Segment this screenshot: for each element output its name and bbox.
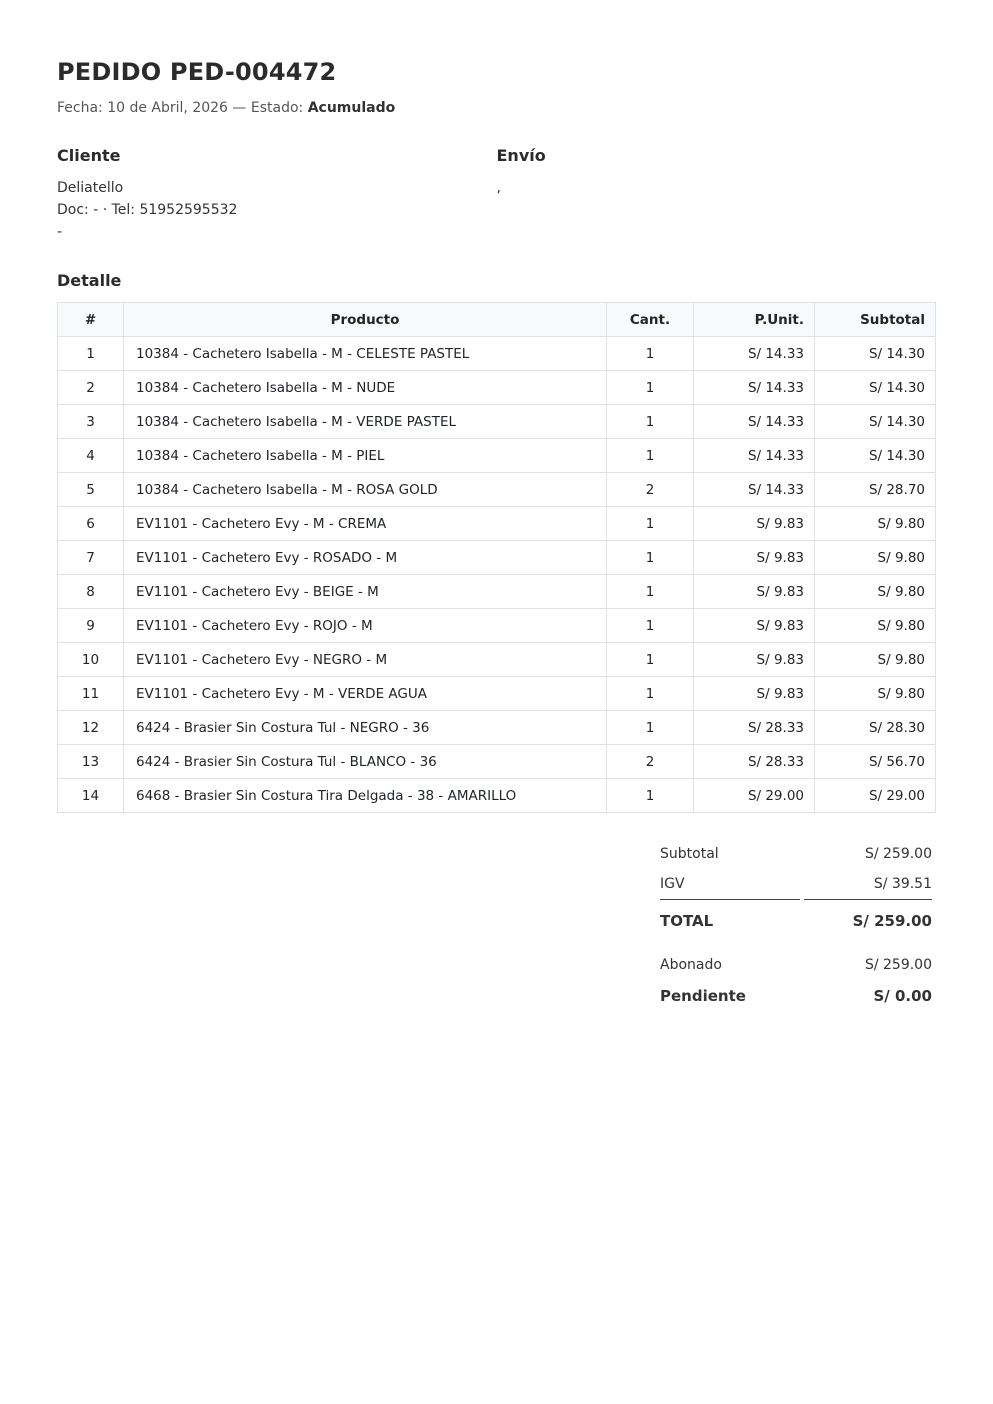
cell-punit: S/ 9.83 — [694, 677, 815, 711]
subtotal-label: Subtotal — [660, 846, 719, 862]
cell-num: 8 — [58, 575, 124, 609]
cell-producto: 6424 - Brasier Sin Costura Tul - NEGRO - 36 — [124, 711, 607, 745]
table-row — [58, 677, 936, 711]
total-label: TOTAL — [660, 912, 714, 930]
cell-punit: S/ 14.33 — [694, 439, 815, 473]
cell-cant: 1 — [607, 643, 694, 677]
total-value: S/ 259.00 — [852, 912, 932, 930]
abonado-row — [660, 950, 932, 980]
client-section — [57, 146, 497, 243]
cell-cant: 1 — [607, 337, 694, 371]
page-title: PEDIDO PED-004472 — [57, 58, 337, 86]
client-extra-line: - — [57, 224, 63, 240]
shipping-address: , — [496, 180, 501, 196]
column-header-num: # — [58, 303, 124, 337]
cell-producto: 10384 - Cachetero Isabella - M - PIEL — [124, 439, 607, 473]
totals-spacer — [660, 940, 932, 950]
abonado-value: S/ 259.00 — [864, 957, 932, 973]
column-header-cant: Cant. — [607, 303, 694, 337]
table-row — [58, 711, 936, 745]
cell-subtotal: S/ 14.30 — [815, 337, 936, 371]
table-row — [58, 609, 936, 643]
cell-subtotal: S/ 9.80 — [815, 677, 936, 711]
table-row — [58, 745, 936, 779]
client-heading: Cliente — [57, 146, 121, 165]
cell-subtotal: S/ 9.80 — [815, 643, 936, 677]
items-table-body — [58, 337, 936, 813]
table-row — [58, 439, 936, 473]
cell-punit: S/ 14.33 — [694, 371, 815, 405]
cell-subtotal: S/ 14.30 — [815, 371, 936, 405]
pendiente-label: Pendiente — [660, 987, 746, 1005]
column-header-producto: Producto — [124, 303, 607, 337]
cell-punit: S/ 29.00 — [694, 779, 815, 813]
cell-producto: 10384 - Cachetero Isabella - M - ROSA GOLD — [124, 473, 607, 507]
shipping-section — [497, 146, 937, 243]
cell-cant: 1 — [607, 609, 694, 643]
cell-num: 3 — [58, 405, 124, 439]
items-table-header — [58, 303, 936, 337]
cell-cant: 1 — [607, 677, 694, 711]
cell-num: 14 — [58, 779, 124, 813]
table-row — [58, 575, 936, 609]
cell-subtotal: S/ 28.30 — [815, 711, 936, 745]
cell-subtotal: S/ 28.70 — [815, 473, 936, 507]
abonado-label: Abonado — [660, 957, 722, 973]
cell-subtotal: S/ 56.70 — [815, 745, 936, 779]
subtotal-row — [660, 839, 932, 869]
cell-producto: EV1101 - Cachetero Evy - M - CREMA — [124, 507, 607, 541]
cell-producto: 10384 - Cachetero Isabella - M - VERDE PASTEL — [124, 405, 607, 439]
cell-subtotal: S/ 9.80 — [815, 507, 936, 541]
pendiente-value: S/ 0.00 — [873, 987, 932, 1005]
detail-heading: Detalle — [57, 271, 122, 290]
cell-producto: EV1101 - Cachetero Evy - ROSADO - M — [124, 541, 607, 575]
cell-subtotal: S/ 9.80 — [815, 609, 936, 643]
cell-cant: 1 — [607, 575, 694, 609]
cell-cant: 1 — [607, 541, 694, 575]
cell-cant: 2 — [607, 473, 694, 507]
table-row — [58, 473, 936, 507]
cell-producto: EV1101 - Cachetero Evy - M - VERDE AGUA — [124, 677, 607, 711]
cell-punit: S/ 9.83 — [694, 643, 815, 677]
cell-punit: S/ 9.83 — [694, 541, 815, 575]
table-row — [58, 779, 936, 813]
igv-label: IGV — [660, 869, 800, 900]
igv-value: S/ 39.51 — [804, 869, 932, 900]
cell-subtotal: S/ 14.30 — [815, 405, 936, 439]
cell-cant: 1 — [607, 405, 694, 439]
table-row — [58, 337, 936, 371]
cell-num: 11 — [58, 677, 124, 711]
cell-subtotal: S/ 9.80 — [815, 541, 936, 575]
cell-producto: 6468 - Brasier Sin Costura Tira Delgada - 38 - AMARILLO — [124, 779, 607, 813]
cell-num: 7 — [58, 541, 124, 575]
subtotal-value: S/ 259.00 — [864, 846, 932, 862]
cell-cant: 1 — [607, 439, 694, 473]
cell-punit: S/ 9.83 — [694, 609, 815, 643]
column-header-punit: P.Unit. — [694, 303, 815, 337]
client-doc-line: Doc: - · Tel: 51952595532 — [57, 202, 238, 218]
cell-num: 9 — [58, 609, 124, 643]
pendiente-row — [660, 980, 932, 1012]
cell-producto: EV1101 - Cachetero Evy - NEGRO - M — [124, 643, 607, 677]
cell-num: 6 — [58, 507, 124, 541]
table-row — [58, 371, 936, 405]
cell-producto: 6424 - Brasier Sin Costura Tul - BLANCO - 36 — [124, 745, 607, 779]
client-name: Deliatello — [57, 180, 124, 196]
total-row — [660, 900, 932, 940]
cell-punit: S/ 9.83 — [694, 507, 815, 541]
shipping-heading: Envío — [496, 146, 546, 165]
cell-producto: 10384 - Cachetero Isabella - M - NUDE — [124, 371, 607, 405]
table-row — [58, 643, 936, 677]
column-header-subtotal: Subtotal — [815, 303, 936, 337]
cell-num: 13 — [58, 745, 124, 779]
cell-cant: 1 — [607, 711, 694, 745]
cell-num: 5 — [58, 473, 124, 507]
table-row — [58, 405, 936, 439]
cell-punit: S/ 14.33 — [694, 405, 815, 439]
cell-producto: 10384 - Cachetero Isabella - M - CELESTE PASTEL — [124, 337, 607, 371]
cell-subtotal: S/ 29.00 — [815, 779, 936, 813]
cell-num: 12 — [58, 711, 124, 745]
cell-punit: S/ 28.33 — [694, 711, 815, 745]
cell-punit: S/ 14.33 — [694, 337, 815, 371]
order-meta-prefix: Fecha: 10 de Abril, 2026 — Estado: — [57, 100, 308, 116]
cell-punit: S/ 9.83 — [694, 575, 815, 609]
cell-punit: S/ 28.33 — [694, 745, 815, 779]
table-row — [58, 507, 936, 541]
cell-cant: 1 — [607, 371, 694, 405]
totals-table — [656, 839, 936, 1012]
cell-cant: 1 — [607, 779, 694, 813]
table-row — [58, 541, 936, 575]
cell-cant: 1 — [607, 507, 694, 541]
cell-subtotal: S/ 9.80 — [815, 575, 936, 609]
cell-producto: EV1101 - Cachetero Evy - ROJO - M — [124, 609, 607, 643]
header-row — [58, 303, 936, 337]
cell-num: 10 — [58, 643, 124, 677]
igv-row — [660, 869, 932, 900]
cell-num: 1 — [58, 337, 124, 371]
cell-punit: S/ 14.33 — [694, 473, 815, 507]
cell-subtotal: S/ 14.30 — [815, 439, 936, 473]
client-shipping-section — [57, 146, 936, 243]
cell-producto: EV1101 - Cachetero Evy - BEIGE - M — [124, 575, 607, 609]
cell-num: 4 — [58, 439, 124, 473]
cell-num: 2 — [58, 371, 124, 405]
order-status: Acumulado — [307, 100, 396, 116]
items-table — [57, 302, 936, 813]
order-meta — [57, 100, 936, 116]
cell-cant: 2 — [607, 745, 694, 779]
